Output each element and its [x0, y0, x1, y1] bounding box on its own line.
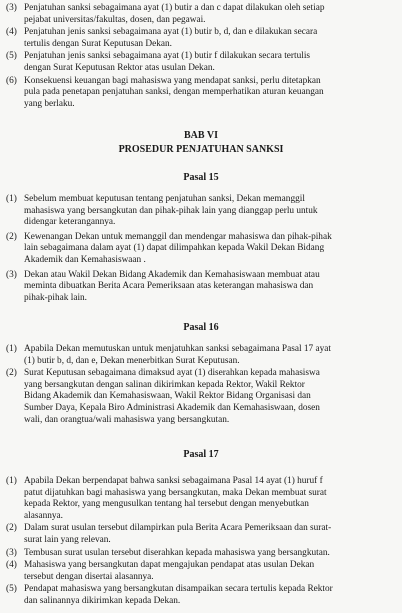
pasal-17-title: Pasal 17 [183, 449, 219, 460]
item-text-line: Konsekuensi keuangan bagi mahasiswa yang mendapat sanksi, perlu ditetapkan [24, 75, 321, 86]
item-text-line: alasannya. [24, 510, 63, 521]
chapter-number: BAB VI [184, 130, 218, 141]
list-item [0, 476, 402, 522]
item-number: (3) [6, 3, 17, 13]
item-number: (1) [6, 344, 17, 354]
item-text-line: pihak-pihak lain. [24, 292, 87, 303]
item-number: (2) [6, 523, 17, 534]
item-text-line: Sebelum membuat keputusan tentang penjatuhan sanksi, Dekan memanggil [24, 194, 305, 204]
list-item [0, 27, 402, 50]
list-item [0, 584, 402, 607]
list-item [0, 344, 402, 367]
item-text-line: Pendapat mahasiswa yang bersangkutan disampaikan secara tertulis kepada Rektor [24, 584, 333, 595]
item-number: (4) [6, 560, 17, 571]
list-item [0, 270, 402, 305]
item-text-line: pejabat universitas/fakultas, dosen, dan pegawai. [24, 14, 206, 25]
item-text-line: Penjatuhan jenis sanksi sebagaimana ayat (1) butir f dilakukan secara tertulis [24, 51, 311, 62]
item-number: (3) [6, 547, 17, 558]
item-number: (3) [6, 269, 17, 280]
item-text-line: meminta dibuatkan Berita Acara Pemeriksaan atas keterangan mahasiswa dan [24, 281, 314, 292]
item-text-line: Mahasiswa yang bersangkutan dapat mengajukan pendapat atas usulan Dekan [24, 560, 315, 571]
item-text-line: yang bersangkutan dengan salinan dikirimkan kepada Rektor, Wakil Rektor [24, 379, 305, 390]
item-text-line: tertulis dengan Surat Keputusan Dekan. [24, 38, 172, 49]
item-text-line: Penjatuhan sanksi sebagaimana ayat (1) butir a dan c dapat dilakukan oleh setiap [24, 3, 325, 13]
list-item [0, 368, 402, 426]
item-number: (1) [6, 476, 17, 486]
item-text-line: Bidang Akademik dan Kemahasiswaan, Wakil Rektor Bidang Organisasi dan [24, 391, 311, 402]
item-text-line: Apabila Dekan berpendapat bahwa sanksi sebagaimana Pasal 14 ayat (1) huruf f [24, 476, 323, 486]
item-text-line: dan salinannya dikirimkan kepada Dekan. [24, 595, 181, 606]
section-a-list [0, 3, 402, 110]
item-text-line: (1) butir b, d, dan e, Dekan menerbitkan Surat Keputusan. [24, 355, 240, 366]
list-item [0, 194, 402, 229]
item-text-line: Dekan atau Wakil Dekan Bidang Akademik dan Kemahasiswaan membuat atau [24, 269, 320, 280]
item-text-line: kepada Rektor, yang mengusulkan tentang hal tersebut dengan menyebutkan [24, 499, 309, 510]
item-number: (1) [6, 194, 17, 204]
list-item [0, 76, 402, 111]
item-text-line: yang berlaku. [24, 98, 75, 109]
list-item [0, 3, 402, 26]
item-text-line: Tembusan surat usulan tersebut diserahkan kepada mahasiswa yang bersangkutan. [24, 547, 330, 558]
list-item [0, 51, 402, 74]
list-item [0, 560, 402, 583]
pasal-17-list [0, 476, 402, 608]
list-item [0, 548, 402, 560]
chapter-title: PROSEDUR PENJATUHAN SANKSI [118, 144, 284, 155]
item-text-line: Sumber Daya, Kepala Biro Administrasi Akademik dan Kemahasiswaan, dosen [24, 402, 320, 413]
item-text-line: Apabila Dekan memutuskan untuk menjatuhkan sanksi sebagaimana Pasal 17 ayat [24, 344, 331, 354]
item-number: (2) [6, 231, 17, 242]
item-text-line: didengar keterangannya. [24, 217, 116, 228]
item-text-line: Akademik dan Kemahasiswaan . [24, 254, 146, 265]
pasal-15-list [0, 194, 402, 304]
item-text-line: Surat Keputusan sebagaimana dimaksud ayat (1) diserahkan kepada mahasiswa [24, 368, 320, 379]
item-text-line: lain sebagaimana dalam ayat (1) dapat dilimpahkan kepada Wakil Dekan Bidang [24, 243, 325, 254]
item-number: (6) [6, 75, 17, 86]
item-text-line: patut dijatuhkan bagi mahasiswa yang bersangkutan, maka Dekan membuat surat [24, 487, 327, 498]
item-number: (2) [6, 368, 17, 379]
item-text-line: dengan Surat Keputusan Rektor atas usulan Dekan. [24, 62, 215, 73]
item-text-line: mahasiswa yang bersangkutan dan pihak-pihak lain yang dianggap perlu untuk [24, 205, 318, 216]
list-item [0, 232, 402, 267]
item-number: (5) [6, 51, 17, 62]
item-text-line: Penjatuhan jenis sanksi sebagaimana ayat (1) butir b, d, dan e dilakukan secara [24, 27, 318, 38]
item-text-line: pula pada penetapan penjatuhan sanksi, dengan memperhatikan aturan keuangan [24, 87, 324, 98]
item-number: (4) [6, 27, 17, 38]
item-number: (5) [6, 584, 17, 595]
item-text-line: Dalam surat usulan tersebut dilampirkan pula Berita Acara Pemeriksaan dan surat- [24, 523, 332, 534]
item-text-line: tersebut dengan disertai alasannya. [24, 571, 154, 582]
item-text-line: wali, dan orangtua/wali mahasiswa yang bersangkutan. [24, 414, 230, 425]
pasal-16-title: Pasal 16 [183, 322, 219, 333]
item-text-line: surat lain yang relevan. [24, 534, 111, 545]
pasal-16-list [0, 344, 402, 426]
item-text-line: Kewenangan Dekan untuk memanggil dan mendengar mahasiswa dan pihak-pihak [24, 231, 332, 242]
pasal-15-title: Pasal 15 [183, 172, 219, 183]
list-item [0, 523, 402, 546]
